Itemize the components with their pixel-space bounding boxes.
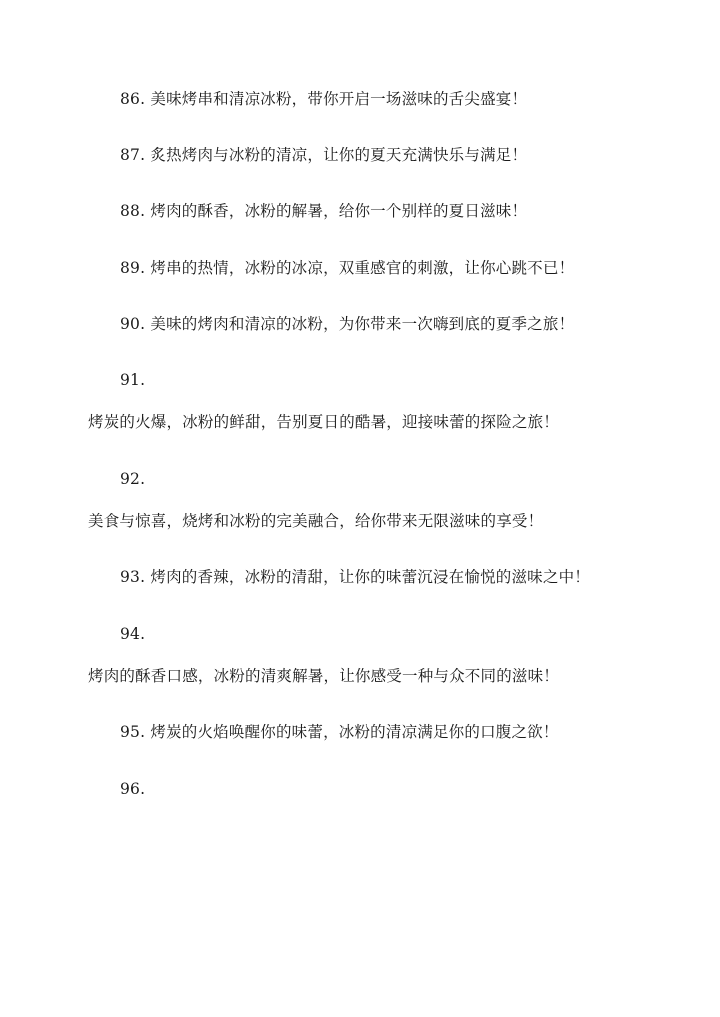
list-item-94-number: 94. — [120, 625, 146, 643]
list-item-95: 95. 烤炭的火焰唤醒你的味蕾，冰粉的清凉满足你的口腹之欲！ — [120, 723, 559, 741]
list-item-89: 89. 烤串的热情，冰粉的冰凉，双重感官的刺激，让你心跳不已！ — [120, 259, 575, 277]
list-item-96-number: 96. — [120, 780, 146, 798]
list-item-90: 90. 美味的烤肉和清凉的冰粉，为你带来一次嗨到底的夏季之旅！ — [120, 315, 575, 333]
list-item-91-text: 烤炭的火爆，冰粉的鲜甜，告别夏日的酷暑，迎接味蕾的探险之旅！ — [88, 413, 560, 431]
list-item-87: 87. 炙热烤肉与冰粉的清凉，让你的夏天充满快乐与满足！ — [120, 146, 528, 164]
list-item-88: 88. 烤肉的酥香，冰粉的解暑，给你一个别样的夏日滋味！ — [120, 202, 528, 220]
list-item-94-text: 烤肉的酥香口感，冰粉的清爽解暑，让你感受一种与众不同的滋味！ — [88, 667, 560, 685]
list-item-93: 93. 烤肉的香辣，冰粉的清甜，让你的味蕾沉浸在愉悦的滋味之中！ — [120, 568, 590, 586]
list-item-92-text: 美食与惊喜，烧烤和冰粉的完美融合，给你带来无限滋味的享受！ — [88, 512, 544, 530]
list-item-86: 86. 美味烤串和清凉冰粉，带你开启一场滋味的舌尖盛宴！ — [120, 90, 528, 108]
list-item-92-number: 92. — [120, 470, 146, 488]
list-item-91-number: 91. — [120, 371, 146, 389]
